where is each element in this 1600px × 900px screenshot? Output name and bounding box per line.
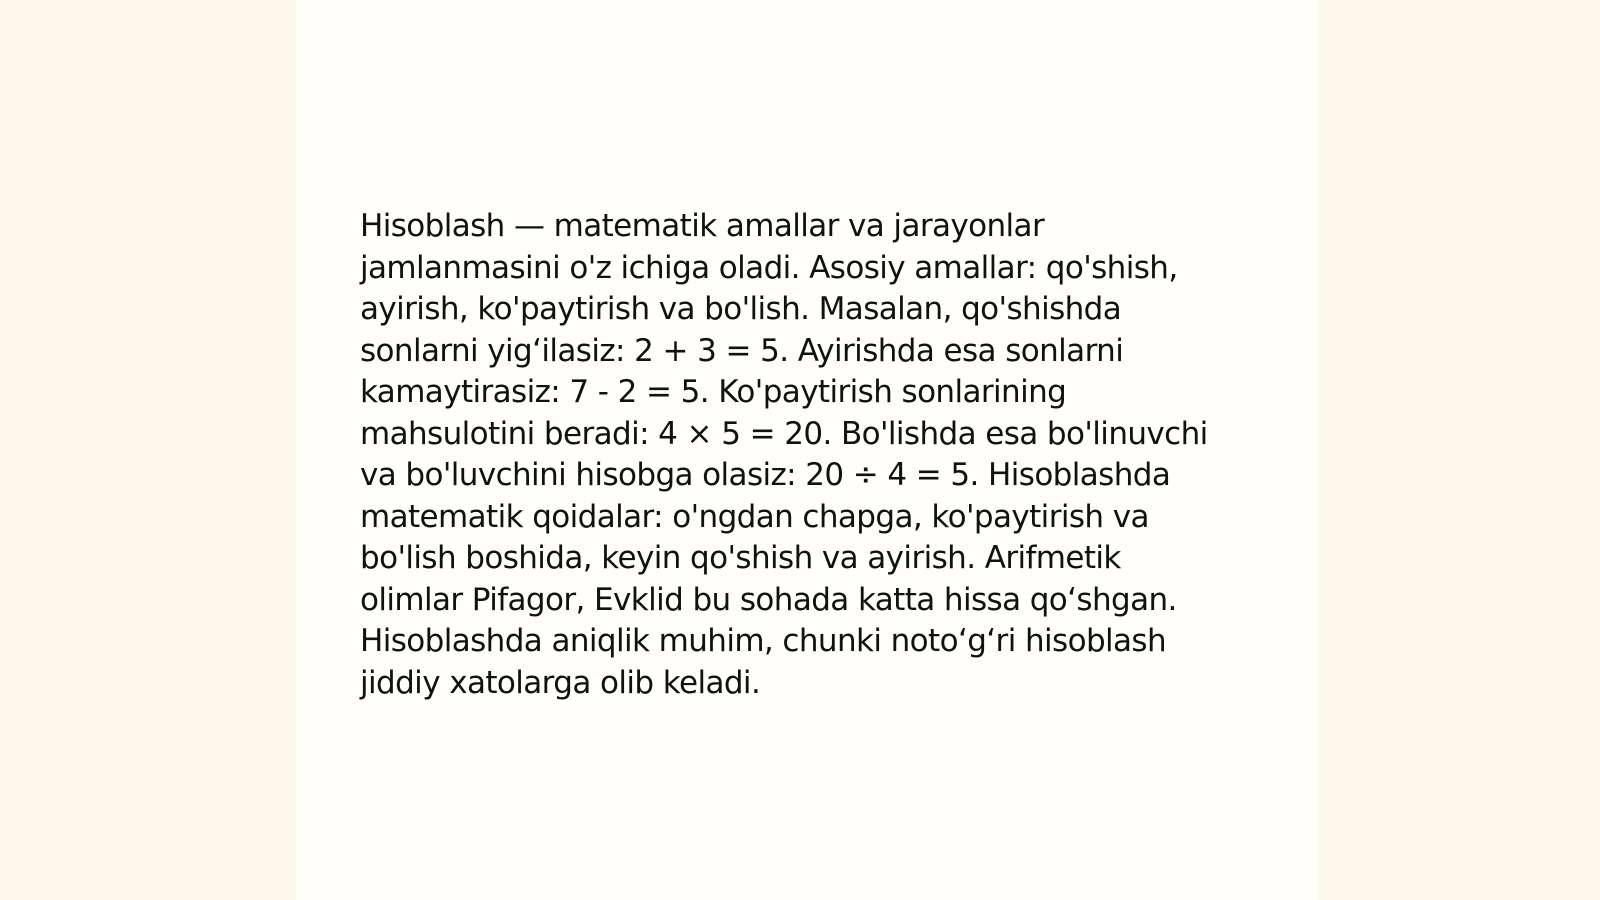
body-paragraph: Hisoblash — matematik amallar va jarayonlar jamlanmasini o'z ichiga oladi. Asosiy amallar: qo'shish, ayirish, ko'paytirish va bo'lish. Masalan, qo'shishda sonlarni yig‘ilasiz: 2 + 3 = 5. Ayirishda esa sonlarni kamaytirasiz: 7 - 2 = 5. Ko'paytirish sonlarining mahsulotini beradi: 4 × 5 = 20. Bo'lishda esa bo'linuvchi va bo'luvchini hisobga olasiz: 20 ÷ 4 = 5. Hisoblashda matematik qoidalar: o'ngdan chapga, ko'paytirish va bo'lish boshida, keyin qo'shish va ayirish. Arifmetik olimlar Pifagor, Evklid bu sohada katta hissa qo‘shgan. Hisoblashda aniqlik muhim, chunki noto‘g‘ri hisoblash jiddiy xatolarga olib keladi.: [360, 208, 1208, 701]
document-sheet: [296, 0, 1318, 900]
